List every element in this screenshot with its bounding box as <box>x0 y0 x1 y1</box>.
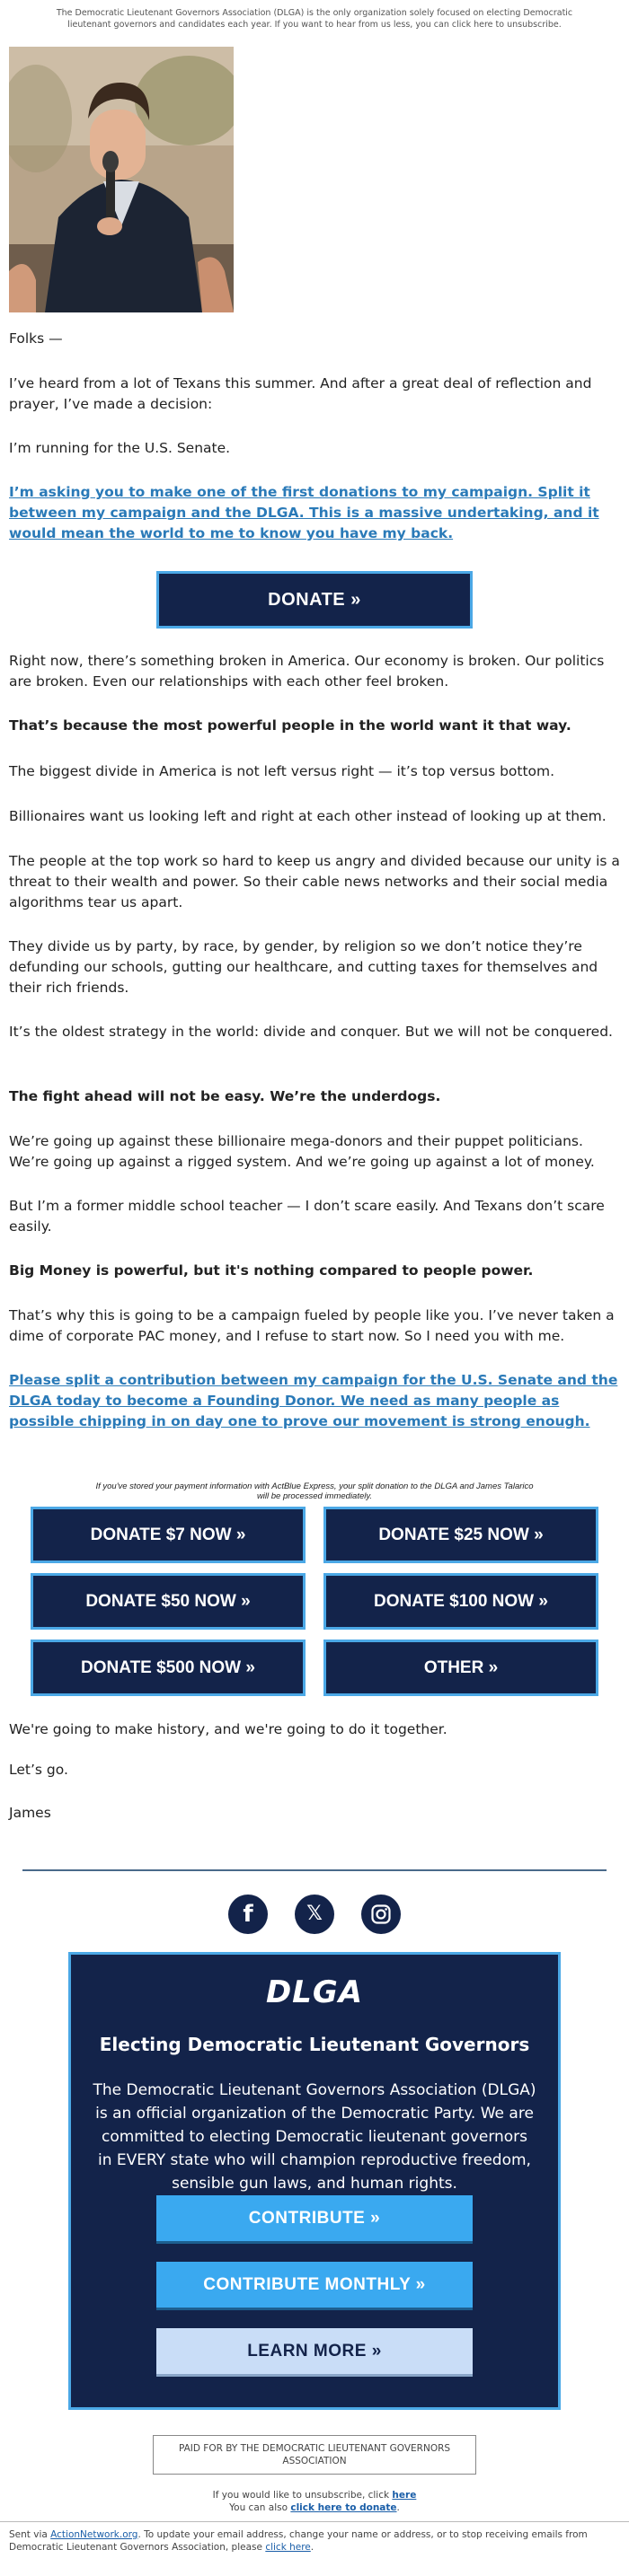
sent-via-text: Sent via <box>9 2529 48 2540</box>
instagram-icon[interactable] <box>361 1895 401 1934</box>
unsubscribe-text: If you would like to unsubscribe, click <box>212 2490 390 2501</box>
paragraph-underdogs: The fight ahead will not be easy. We’re the underdogs. <box>9 1088 441 1104</box>
closing-history: We're going to make history, and we're going to do it together. <box>9 1721 447 1737</box>
paragraph-broken: Right now, there’s something broken in America. Our economy is broken. Our politics are broken. Even our relationships with each other feel broken. <box>9 653 605 690</box>
greeting: Folks — <box>9 330 63 347</box>
instagram-glyph <box>370 1903 392 1925</box>
paid-for-disclaimer: PAID FOR BY THE DEMOCRATIC LIEUTENANT GOVERNORS ASSOCIATION <box>153 2435 476 2475</box>
preheader-text: The Democratic Lieutenant Governors Association (DLGA) is the only organization solely focused on electing Democratic lieutenant governors and candidates each year. If you want to hear from us less, you can click here to unsubscribe. <box>56 8 573 30</box>
manage-subscription-link[interactable]: click here <box>265 2542 311 2553</box>
paragraph-running: I’m running for the U.S. Senate. <box>9 440 231 456</box>
contribute-monthly-button[interactable]: CONTRIBUTE MONTHLY » <box>156 2262 473 2310</box>
donation-ask-link[interactable]: I’m asking you to make one of the first donations to my campaign. Split it between my campaign and the DLGA. This is a massive undertaking, and it would mean the world to me to know you have my back. <box>9 484 599 541</box>
unsubscribe-link[interactable]: here <box>392 2490 417 2501</box>
paragraph-top: The people at the top work so hard to keep us angry and divided because our unity is a threat to their wealth and power. So their cable news networks and their social media algorithms tear us apart. <box>9 853 620 910</box>
paragraph-teacher: But I’m a former middle school teacher — I don’t scare easily. And Texans don’t scare easily. <box>9 1198 605 1235</box>
donate-25-button[interactable]: DONATE $25 NOW » <box>323 1507 598 1563</box>
x-glyph: 𝕏 <box>306 1903 323 1925</box>
paragraph-powerful: That’s because the most powerful people in the world want it that way. <box>9 717 571 734</box>
paragraph-megadonors: We’re going up against these billionaire mega-donors and their puppet politicians. We’re going up against a rigged system. And we’re going up against a lot of money. <box>9 1133 595 1170</box>
footer-text <box>9 2528 620 2554</box>
paragraph-people-power: Big Money is powerful, but it's nothing compared to people power. <box>9 1262 534 1279</box>
paragraph-strategy: It’s the oldest strategy in the world: divide and conquer. But we will not be conquered. <box>9 1024 613 1040</box>
dlga-description: The Democratic Lieutenant Governors Association (DLGA) is an official organization of the Democratic Party. We are committed to electing Democratic lieutenant governors in EVERY state who will champion reproductive freedom, sensible gun laws, and human rights. <box>93 2081 536 2193</box>
split-contribution-link[interactable]: Please split a contribution between my campaign for the U.S. Senate and the DLGA today to become a Founding Donor. We need as many people as possible chipping in on day one to prove our movement is strong enough. <box>9 1372 618 1429</box>
x-icon[interactable] <box>295 1895 334 1934</box>
dlga-logo <box>71 1974 558 2010</box>
dlga-heading: Electing Democratic Lieutenant Governors <box>99 2034 530 2055</box>
footer-update-text: . To update your email address, change your name or address, or to stop receiving emails from Democratic Lieutenant Governors Association, please <box>9 2529 588 2553</box>
donate-500-button[interactable]: DONATE $500 NOW » <box>31 1640 306 1696</box>
section-divider <box>22 1869 607 1871</box>
paragraph-decision: I’ve heard from a lot of Texans this summer. And after a great deal of reflection and prayer, I’ve made a decision: <box>9 375 592 412</box>
dlga-info-box <box>68 1952 561 2410</box>
dlga-logo-text: DLGA <box>265 1974 364 2010</box>
contribute-button[interactable]: CONTRIBUTE » <box>156 2195 473 2244</box>
paragraph-billionaires: Billionaires want us looking left and right at each other instead of looking up at them. <box>9 808 607 824</box>
donate-suffix-text: . <box>396 2502 400 2513</box>
donate-50-button[interactable]: DONATE $50 NOW » <box>31 1573 306 1630</box>
facebook-icon[interactable] <box>228 1895 268 1934</box>
donate-prefix-text: You can also <box>229 2502 288 2513</box>
candidate-photo <box>9 47 234 312</box>
footer-donate-link[interactable]: click here to donate <box>290 2502 397 2513</box>
closing-lets-go: Let’s go. <box>9 1762 68 1778</box>
donate-other-button[interactable]: OTHER » <box>323 1640 598 1696</box>
actblue-note: If you've stored your payment information with ActBlue Express, your split donation to the DLGA and James Talarico will be processed immediately. <box>95 1481 534 1501</box>
donate-7-button[interactable]: DONATE $7 NOW » <box>31 1507 306 1563</box>
donate-button[interactable]: DONATE » <box>156 571 473 629</box>
signature: James <box>9 1805 51 1821</box>
actionnetwork-link[interactable]: ActionNetwork.org <box>50 2529 138 2540</box>
paragraph-divide: The biggest divide in America is not left versus right — it’s top versus bottom. <box>9 763 555 779</box>
paragraph-party: They divide us by party, by race, by gender, by religion so we don’t notice they’re defunding our schools, gutting our healthcare, and cutting taxes for themselves and their rich friends. <box>9 938 598 996</box>
facebook-glyph: f <box>243 1901 253 1928</box>
paragraph-campaign: That’s why this is going to be a campaign fueled by people like you. I’ve never taken a dime of corporate PAC money, and I refuse to start now. So I need you with me. <box>9 1307 615 1344</box>
unsubscribe-block <box>0 2489 629 2514</box>
donate-100-button[interactable]: DONATE $100 NOW » <box>323 1573 598 1630</box>
footer-suffix-text: . <box>310 2542 314 2553</box>
footer-rule <box>0 2521 629 2522</box>
learn-more-button[interactable]: LEARN MORE » <box>156 2328 473 2377</box>
